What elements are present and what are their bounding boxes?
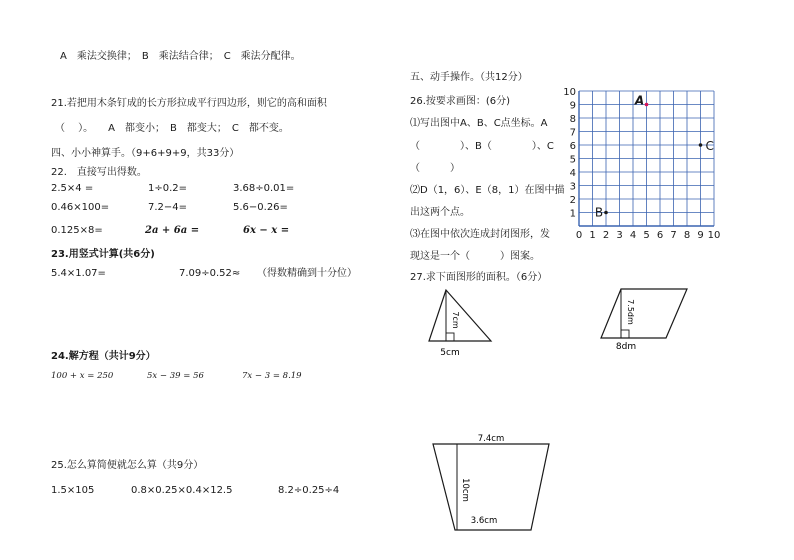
grid-x-tick: 9 xyxy=(697,230,704,241)
section4-title: 四、小小神算手。（9+6+9+9，共33分） xyxy=(51,148,240,159)
q22-title: 22. 直接写出得数。 xyxy=(51,167,147,178)
grid-y-tick: 6 xyxy=(569,141,576,152)
q26-2a: ⑵D（1，6）、E（8，1）在图中描 xyxy=(410,185,565,196)
grid-point-label-c: C xyxy=(705,139,714,153)
q26-1c: （ ） xyxy=(410,163,460,174)
grid-point-label-a: A xyxy=(634,93,645,108)
section5-title: 五、动手操作。（共12分） xyxy=(410,72,528,83)
q24-title: 24.解方程（共计9分） xyxy=(51,351,156,362)
q22-r2c3: 5.6−0.26= xyxy=(233,202,288,213)
trapezoid-height-label: 10cm xyxy=(460,478,470,502)
grid-x-tick: 10 xyxy=(707,230,721,241)
q24-eq2: 5x − 39 = 56 xyxy=(147,371,204,381)
q26-1a: ⑴写出图中A、B、C点坐标。A xyxy=(410,118,548,129)
q24-eq1: 100 + x = 250 xyxy=(51,371,114,381)
grid-x-tick: 5 xyxy=(643,230,650,241)
trapezoid-top-label: 7.4cm xyxy=(477,434,505,444)
q24-eq3: 7x − 3 = 8.19 xyxy=(242,371,302,381)
parallelogram-height-label: 7.5dm xyxy=(626,299,635,325)
q23-title: 23.用竖式计算(共6分) xyxy=(51,249,155,260)
q25-item3: 8.2÷0.25÷4 xyxy=(278,485,340,496)
grid-y-tick: 1 xyxy=(569,208,576,220)
q22-r2c1: 0.46×100= xyxy=(51,202,110,213)
q25-title: 25.怎么算简便就怎么算（共9分） xyxy=(51,460,204,471)
q22-r3c3: 6x − x = xyxy=(243,225,290,236)
parallelogram-base-label: 8dm xyxy=(615,342,637,352)
q22-r3c1: 0.125×8= xyxy=(51,225,103,236)
trapezoid-bottom-label: 3.6cm xyxy=(470,516,498,526)
q25-item1: 1.5×105 xyxy=(51,485,95,496)
q26-3a: ⑶在图中依次连成封闭图形，发 xyxy=(410,229,550,240)
q22-r1c2: 1÷0.2= xyxy=(148,183,188,194)
grid-y-tick: 10 xyxy=(563,87,576,98)
q20-options: A 乘法交换律； B 乘法结合律； C 乘法分配律。 xyxy=(60,51,301,62)
q26-2b: 出这两个点。 xyxy=(410,207,470,218)
grid-y-tick: 4 xyxy=(569,168,576,179)
grid-x-tick: 0 xyxy=(575,230,583,241)
grid-x-tick: 3 xyxy=(616,230,623,241)
grid-y-tick: 7 xyxy=(569,127,576,139)
grid-y-tick: 3 xyxy=(569,181,576,193)
grid-x-tick: 1 xyxy=(589,230,596,241)
grid-y-tick: 2 xyxy=(569,195,576,206)
grid-y-tick: 8 xyxy=(569,114,576,125)
grid-x-tick: 2 xyxy=(602,230,610,241)
grid-x-tick: 6 xyxy=(656,230,664,241)
q25-item2: 0.8×0.25×0.4×12.5 xyxy=(131,485,233,496)
q23-b: 7.09÷0.52≈ xyxy=(179,268,241,279)
grid-x-tick: 7 xyxy=(670,230,677,241)
q26-title: 26.按要求画图：(6分) xyxy=(410,96,511,107)
q22-r1c3: 3.68÷0.01= xyxy=(233,183,295,194)
grid-point-label-b: B xyxy=(594,205,604,220)
grid-y-tick: 9 xyxy=(569,100,576,112)
grid-x-tick: 8 xyxy=(683,230,691,241)
q22-r2c2: 7.2−4= xyxy=(148,202,188,213)
q23-a: 5.4×1.07= xyxy=(51,268,106,279)
triangle-base-label: 5cm xyxy=(440,348,460,358)
q21-line2: （ ）。 A 都变小； B 都变大； C 都不变。 xyxy=(55,123,289,134)
q23-note: （得数精确到十分位） xyxy=(257,268,357,279)
grid-x-tick: 4 xyxy=(629,230,637,241)
q26-3b: 现这是一个（ ）图案。 xyxy=(410,251,540,262)
q27-title: 27.求下面图形的面积。（6分） xyxy=(410,272,548,283)
q22-r3c2: 2a + 6a = xyxy=(145,225,200,236)
q26-1b: （ ）、B（ ）、C xyxy=(410,141,554,152)
q21-line1: 21.若把用木条钉成的长方形拉成平行四边形，则它的高和面积 xyxy=(51,98,327,109)
grid-y-tick: 5 xyxy=(569,154,576,166)
q22-r1c1: 2.5×4 = xyxy=(51,183,94,194)
triangle-height-label: 7cm xyxy=(451,311,460,329)
